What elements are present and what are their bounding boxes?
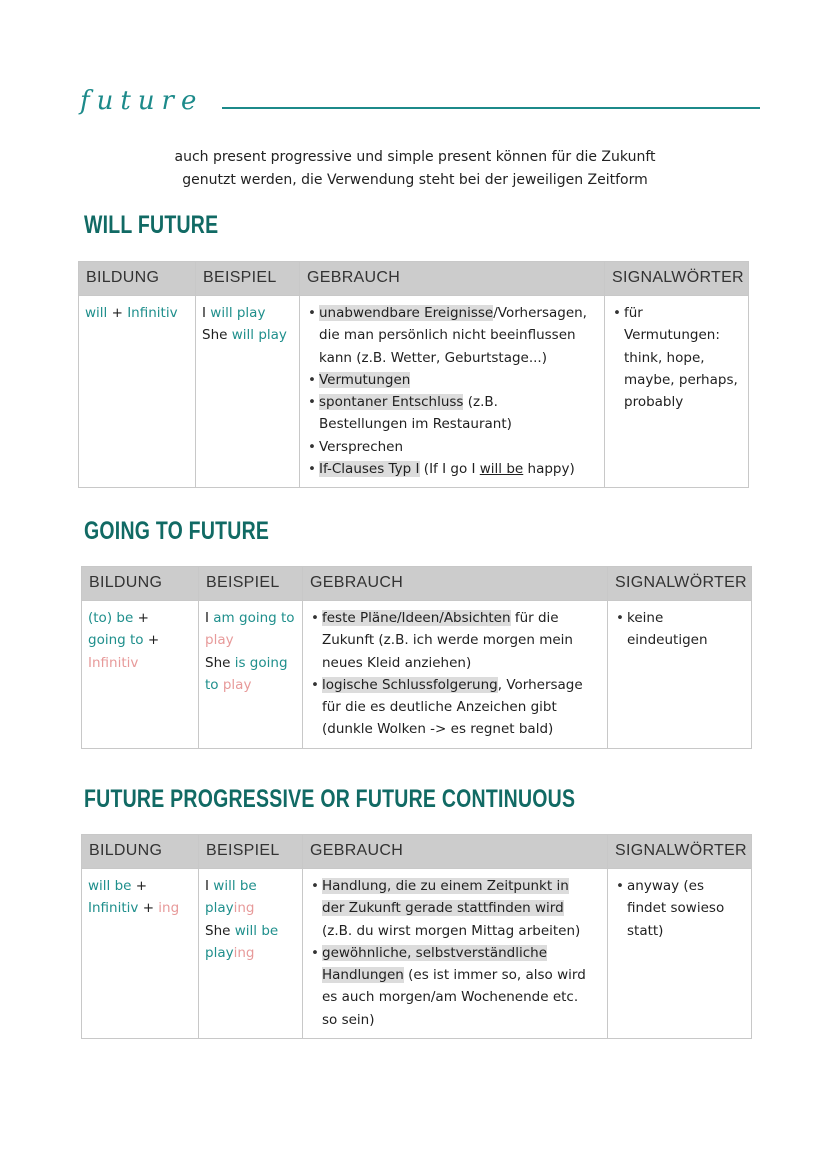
- list-item: [309, 942, 601, 1031]
- table-header-row: [82, 567, 752, 601]
- bildung-line: [88, 629, 192, 651]
- cell-signalwoerter: [608, 601, 752, 749]
- table-row: [82, 869, 752, 1039]
- header-bildung: BILDUNG: [82, 567, 199, 601]
- signal-text: maybe, perhaps,: [624, 371, 738, 388]
- list-item: [306, 436, 598, 458]
- signal-list: [614, 875, 745, 942]
- usage-text: (z.B.: [463, 394, 498, 411]
- table-row: [79, 296, 749, 488]
- table-header-row: [82, 835, 752, 869]
- cell-beispiel: [196, 296, 300, 488]
- example-subject: I: [205, 878, 209, 894]
- example-line: [205, 897, 296, 919]
- highlight-text: Vermutungen: [319, 371, 411, 388]
- signal-text: findet sowieso: [627, 900, 725, 917]
- highlight-text: If-Clauses Typ I: [319, 461, 420, 478]
- example-verb: am going to: [213, 610, 295, 626]
- example-line: [205, 629, 296, 651]
- cell-signalwoerter: [608, 869, 752, 1039]
- list-item: [306, 369, 598, 391]
- usage-list: [309, 875, 601, 1031]
- usage-text: Versprechen: [319, 438, 404, 455]
- usage-text: kann (z.B. Wetter, Geburtstage...): [319, 349, 547, 366]
- highlight-text: gewöhnliche, selbstverständliche: [322, 944, 547, 961]
- example-verb: play: [222, 676, 252, 693]
- signal-list: [611, 302, 742, 413]
- cell-signalwoerter: [605, 296, 749, 488]
- signal-text: eindeutigen: [627, 632, 708, 649]
- title-underline: [222, 107, 760, 109]
- example-verb: play: [205, 944, 234, 961]
- cell-gebrauch: [303, 869, 608, 1039]
- list-item: [306, 458, 598, 480]
- usage-text: , Vorhersage: [497, 676, 583, 693]
- usage-text: (dunkle Wolken -> es regnet bald): [322, 721, 554, 738]
- table-header-row: [79, 262, 749, 296]
- usage-text: es auch morgen/am Wochenende etc.: [322, 989, 579, 1006]
- section-heading-will-future: WILL FUTURE: [84, 211, 219, 239]
- cell-bildung: [82, 869, 199, 1039]
- highlight-text: feste Pläne/Ideen/Absichten: [322, 610, 511, 626]
- cell-bildung: [82, 601, 199, 749]
- list-item: [306, 391, 598, 436]
- list-item: [306, 302, 598, 369]
- example-subject: She: [202, 327, 228, 344]
- bildung-token: Infinitiv: [127, 305, 178, 321]
- section-heading-going-to-future: GOING TO FUTURE: [84, 517, 270, 545]
- header-beispiel: BEISPIEL: [199, 567, 303, 601]
- example-subject: She: [205, 922, 231, 939]
- header-gebrauch: GEBRAUCH: [303, 567, 608, 601]
- usage-text: Bestellungen im Restaurant): [319, 416, 512, 433]
- usage-list: [306, 302, 598, 480]
- example-line: [205, 920, 296, 942]
- bildung-token: +: [137, 610, 149, 626]
- example-subject: She: [205, 654, 231, 671]
- example-verb: play: [205, 900, 234, 917]
- cell-gebrauch: [303, 601, 608, 749]
- example-line: [205, 674, 296, 696]
- signal-text: probably: [624, 394, 684, 411]
- cell-beispiel: [199, 601, 303, 749]
- list-item: [309, 607, 601, 674]
- bildung-line: [88, 652, 192, 674]
- example-line: [205, 652, 296, 674]
- usage-text: so sein): [322, 1011, 375, 1028]
- list-item: [614, 607, 745, 652]
- bildung-line: [88, 897, 192, 919]
- header-signalwoerter: SIGNALWÖRTER: [608, 835, 752, 869]
- example-line: [202, 324, 293, 346]
- bildung-token: +: [111, 305, 123, 321]
- example-verb: will: [231, 327, 255, 344]
- list-item: [614, 875, 745, 942]
- example-verb: play: [258, 327, 287, 344]
- example-subject: I: [202, 305, 206, 321]
- example-line: [205, 607, 296, 629]
- bildung-token: +: [147, 632, 160, 649]
- example-line: [202, 302, 293, 324]
- intro-text: [120, 146, 710, 192]
- usage-text: (If I go I: [419, 461, 480, 478]
- signal-text: anyway (es: [627, 878, 705, 894]
- page-title: future: [80, 86, 204, 116]
- signal-text: statt): [627, 922, 664, 939]
- list-item: [309, 674, 601, 741]
- bildung-token: will: [85, 305, 108, 321]
- list-item: [611, 302, 742, 413]
- example-verb: will play: [210, 305, 266, 321]
- going-to-future-table: [81, 566, 752, 749]
- usage-text: (z.B. du wirst morgen Mittag arbeiten): [322, 922, 581, 939]
- header-beispiel: BEISPIEL: [199, 835, 303, 869]
- header-signalwoerter: SIGNALWÖRTER: [605, 262, 749, 296]
- usage-text: (es ist immer so, also wird: [403, 967, 586, 984]
- usage-text: /Vorhersagen,: [493, 305, 587, 321]
- example-verb: will be: [234, 922, 279, 939]
- bildung-token: going to: [88, 632, 144, 649]
- header-bildung: BILDUNG: [82, 835, 199, 869]
- page-title-row: [80, 82, 760, 122]
- signal-text: für: [624, 305, 643, 321]
- cell-beispiel: [199, 869, 303, 1039]
- bildung-token: ing: [158, 900, 180, 917]
- cell-bildung: [79, 296, 196, 488]
- usage-text: happy): [523, 461, 575, 478]
- example-verb: play: [205, 632, 234, 649]
- usage-text: Zukunft (z.B. ich werde morgen mein: [322, 632, 573, 649]
- highlight-text: unabwendbare Ereignisse: [319, 305, 494, 321]
- bildung-token: +: [142, 900, 154, 917]
- usage-text: für die: [510, 610, 559, 626]
- header-bildung: BILDUNG: [79, 262, 196, 296]
- signal-text: Vermutungen:: [624, 327, 720, 344]
- usage-list: [309, 607, 601, 741]
- bildung-line: [88, 875, 192, 897]
- section-heading-future-progressive: FUTURE PROGRESSIVE OR FUTURE CONTINUOUS: [84, 785, 576, 813]
- example-line: [205, 875, 296, 897]
- signal-text: keine: [627, 610, 664, 626]
- cell-gebrauch: [300, 296, 605, 488]
- example-suffix: ing: [233, 900, 255, 917]
- underlined-text: will be: [479, 461, 524, 478]
- signal-list: [614, 607, 745, 652]
- highlight-text: Handlung, die zu einem Zeitpunkt in: [322, 878, 569, 894]
- highlight-text: logische Schlussfolgerung: [322, 676, 498, 693]
- example-verb: to: [205, 676, 219, 693]
- bildung-line: [88, 607, 192, 629]
- will-future-table: [78, 261, 749, 488]
- table-row: [82, 601, 752, 749]
- usage-text: neues Kleid anziehen): [322, 654, 472, 671]
- bildung-token: +: [135, 878, 148, 894]
- highlight-text: spontaner Entschluss: [319, 394, 464, 411]
- usage-text: für die es deutliche Anzeichen gibt: [322, 699, 557, 716]
- signal-text: think, hope,: [624, 349, 705, 366]
- bildung-token: Infinitiv: [88, 900, 139, 917]
- bildung-token: Infinitiv: [88, 654, 139, 671]
- highlight-text: Handlungen: [322, 967, 404, 984]
- example-suffix: ing: [233, 944, 255, 961]
- bildung-token: be: [116, 610, 134, 626]
- intro-line: auch present progressive und simple present können für die Zukunft: [174, 149, 656, 165]
- header-gebrauch: GEBRAUCH: [300, 262, 605, 296]
- header-gebrauch: GEBRAUCH: [303, 835, 608, 869]
- example-verb: is going: [234, 654, 288, 671]
- example-subject: I: [205, 610, 209, 626]
- bildung-token: will be: [88, 878, 132, 894]
- header-beispiel: BEISPIEL: [196, 262, 300, 296]
- example-line: [205, 942, 296, 964]
- list-item: [309, 875, 601, 942]
- usage-text: die man persönlich nicht beeinflussen: [319, 327, 576, 344]
- future-progressive-table: [81, 834, 752, 1039]
- header-signalwoerter: SIGNALWÖRTER: [608, 567, 752, 601]
- intro-line: genutzt werden, die Verwendung steht bei der jeweiligen Zeitform: [182, 172, 648, 188]
- example-verb: will be: [213, 878, 257, 894]
- highlight-text: der Zukunft gerade stattfinden wird: [322, 900, 564, 917]
- bildung-token: (to): [88, 610, 113, 626]
